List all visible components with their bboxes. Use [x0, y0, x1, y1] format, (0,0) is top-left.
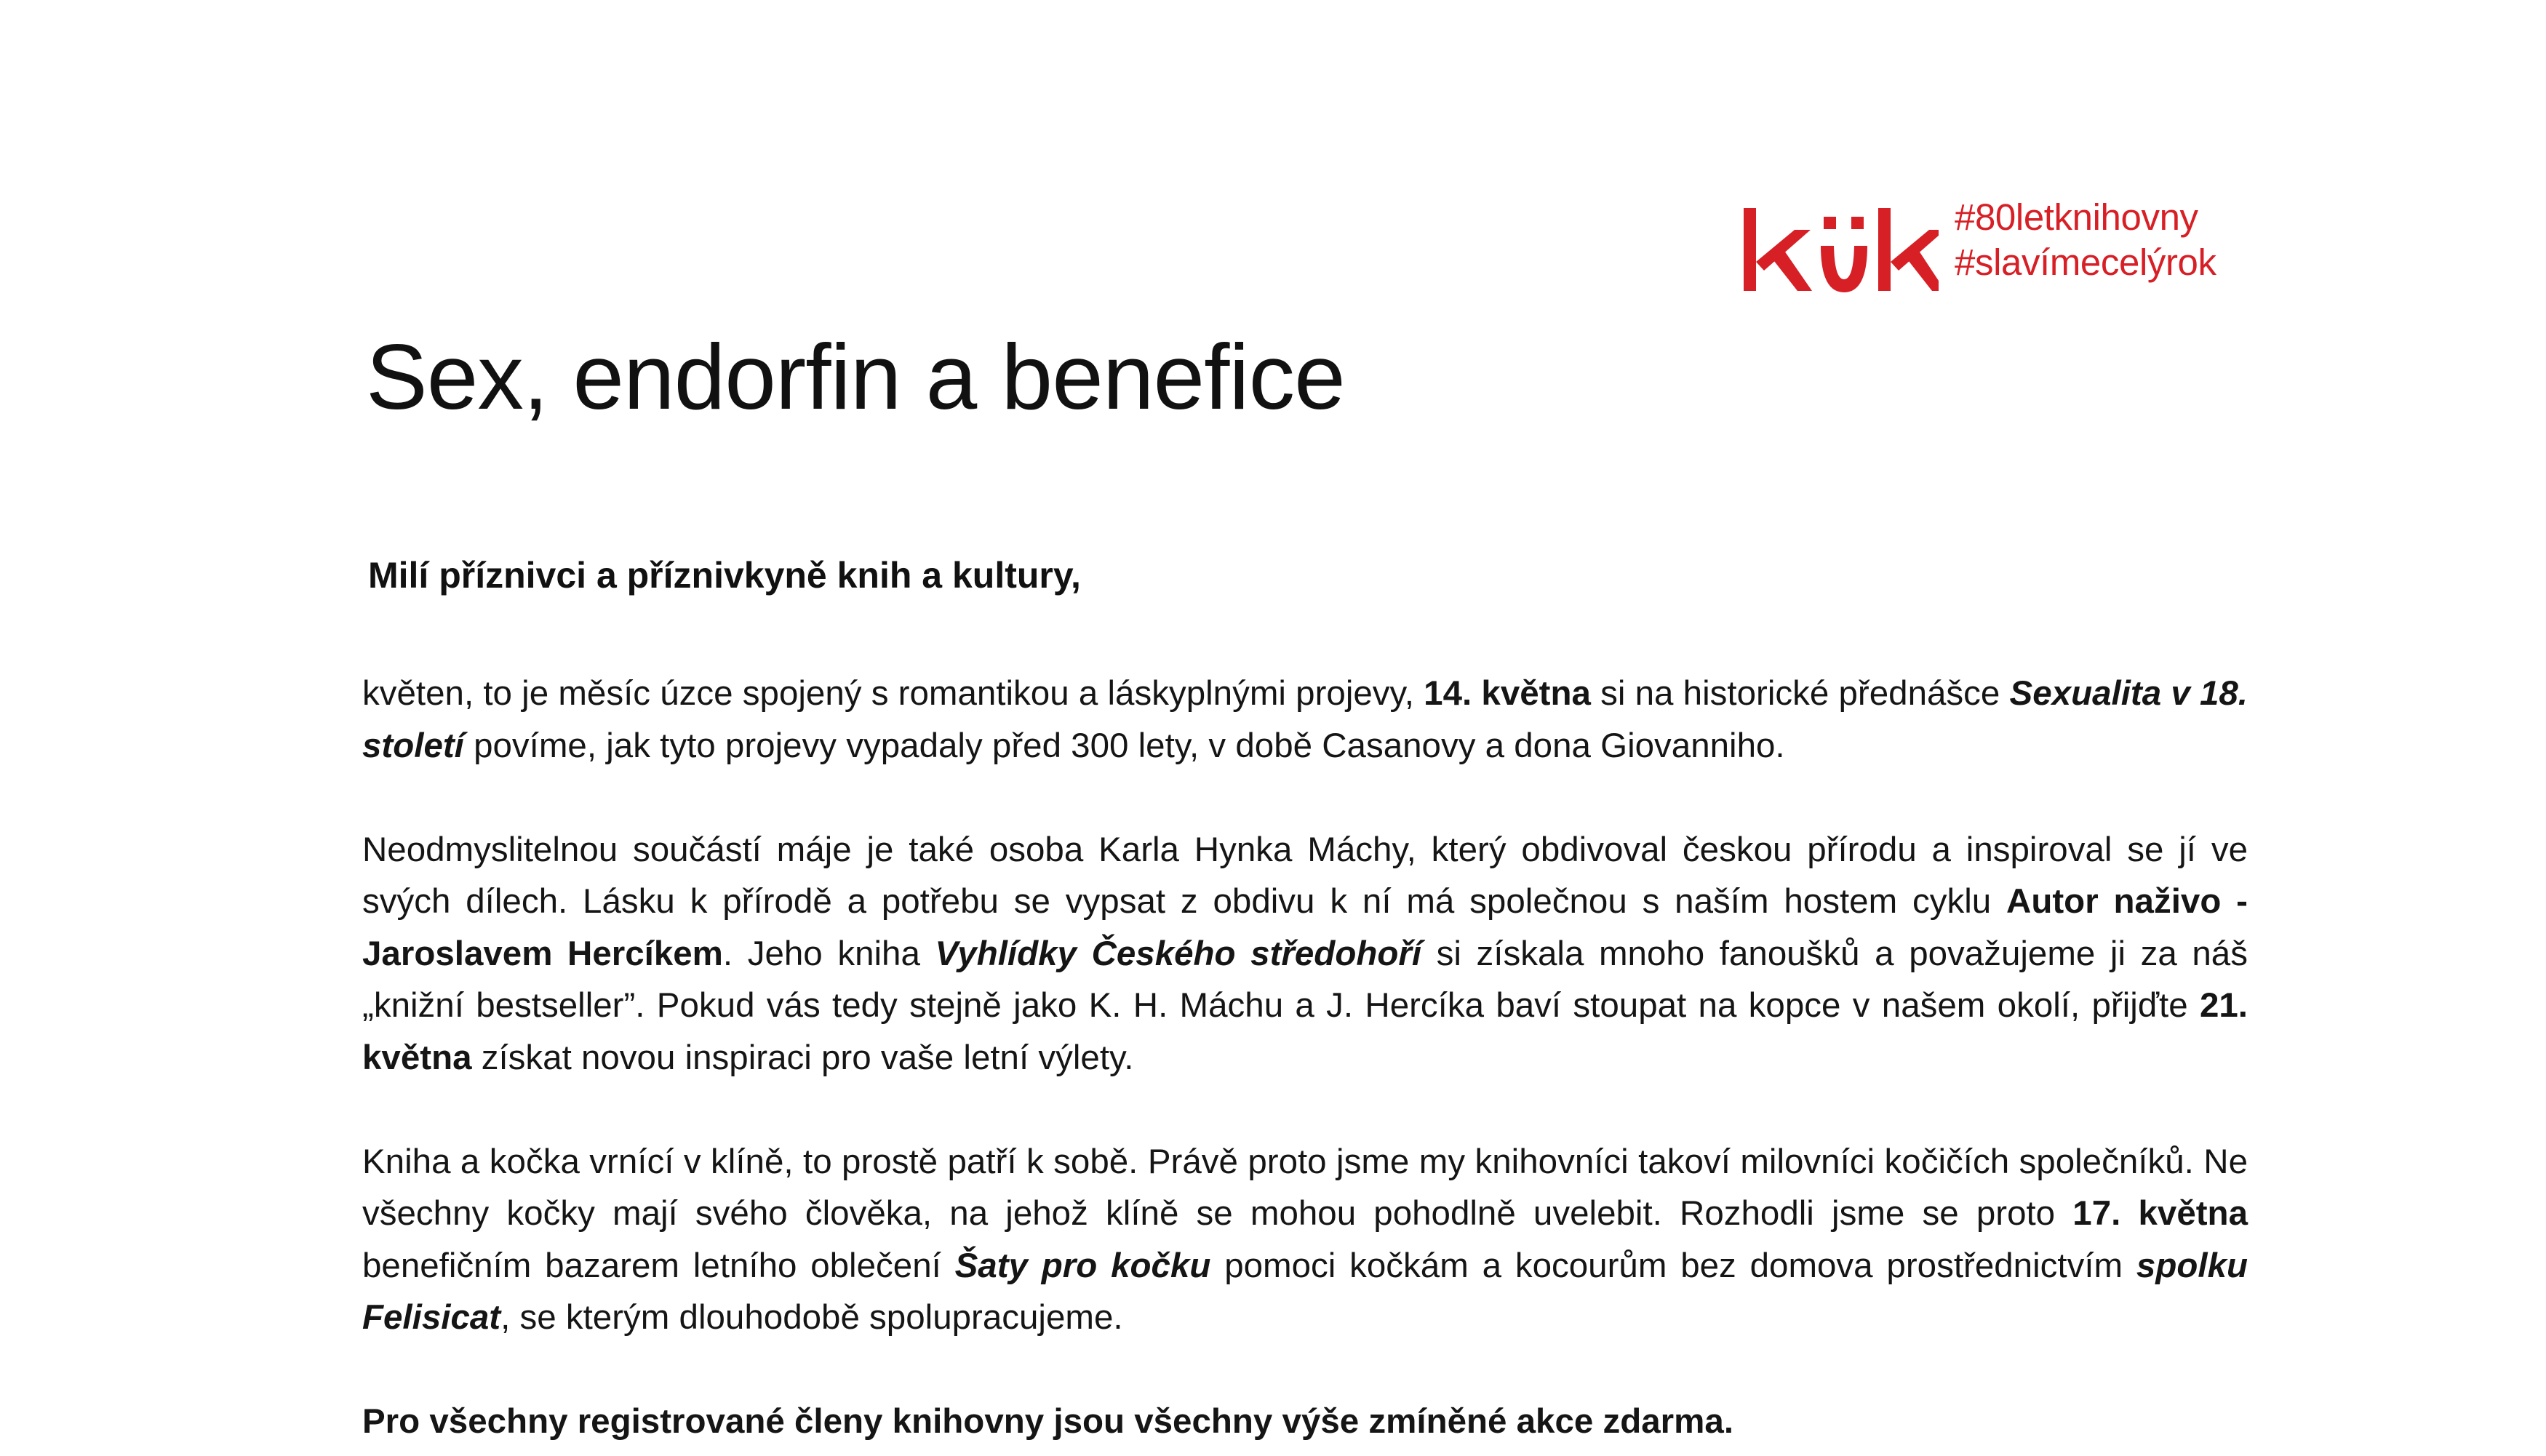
- hashtag-celebration: #slavímecelýrok: [1955, 241, 2216, 283]
- library-logo: [1742, 195, 1939, 304]
- text-segment: si na historické přednášce: [1590, 674, 2010, 713]
- text-segment: květen, to je měsíc úzce spojený s romantikou a láskyplnými projevy,: [362, 674, 1424, 713]
- book-title: Vyhlídky Českého středohoří: [935, 934, 1422, 973]
- text-segment: získat novou inspiraci pro vaše letní výlety.: [471, 1038, 1134, 1077]
- text-segment: pomoci kočkám a kocourům bez domova prostřednictvím: [1210, 1246, 2136, 1285]
- closing-note: Pro všechny registrované členy knihovny jsou všechny výše zmíněné akce zdarma.: [362, 1402, 1734, 1441]
- date-may-17: 17. května: [2072, 1194, 2248, 1233]
- paragraph-charity-bazaar: [362, 1136, 2248, 1344]
- hashtag-anniversary: #80letknihovny: [1955, 196, 2198, 238]
- text-segment: povíme, jak tyto projevy vypadaly před 300 lety, v době Casanovy a dona Giovanniho.: [463, 726, 1785, 765]
- paragraph-author-event: [362, 824, 2248, 1084]
- hashtag-list: [1955, 195, 2275, 285]
- bazaar-title: Šaty pro kočku: [954, 1246, 1211, 1285]
- paragraph-lecture: [362, 668, 2248, 772]
- text-segment: . Jeho kniha: [722, 934, 935, 973]
- text-segment: si získala mnoho fanoušků a považujeme ji za náš „knižní bestseller”. Pokud vás tedy stejně jako K. H. Máchu a J. Hercíka baví stoupat na kopce v našem okolí, přijďte: [362, 934, 2248, 1025]
- date-may-21: 21. května: [362, 986, 2248, 1077]
- text-segment: , se kterým dlouhodobě spolupracujeme.: [500, 1298, 1123, 1337]
- lecture-title: Sexualita v 18. století: [362, 674, 2248, 765]
- brand-header: [1742, 195, 2280, 304]
- date-may-14: 14. května: [1424, 674, 1591, 713]
- article-body: [362, 668, 2248, 1448]
- greeting: Milí příznivci a příznivkyně knih a kultury,: [368, 555, 1081, 596]
- text-segment: Neodmyslitelnou součástí máje je také osoba Karla Hynka Máchy, který obdivoval českou přírodu a inspiroval se jí ve svých dílech. Lásku k přírodě a potřebu se vypsat z obdivu k ní má společnou s naším hostem cyklu: [362, 830, 2248, 921]
- text-segment: Kniha a kočka vrnící v klíně, to prostě patří k sobě. Právě proto jsme my knihovníci takoví milovníci kočičích společníků. Ne všechny kočky mají svého člověka, na jehož klíně se mohou pohodlně uvelebit. Rozhodli jsme se proto: [362, 1142, 2248, 1233]
- author-series-guest: Autor naživo - Jaroslavem Hercíkem: [362, 882, 2248, 973]
- kuk-logo-icon: [1742, 195, 1939, 304]
- text-segment: benefičním bazarem letního oblečení: [362, 1246, 955, 1285]
- page-title: Sex, endorfin a benefice: [366, 325, 1345, 428]
- partner-organization: spolku Felisicat: [362, 1246, 2248, 1337]
